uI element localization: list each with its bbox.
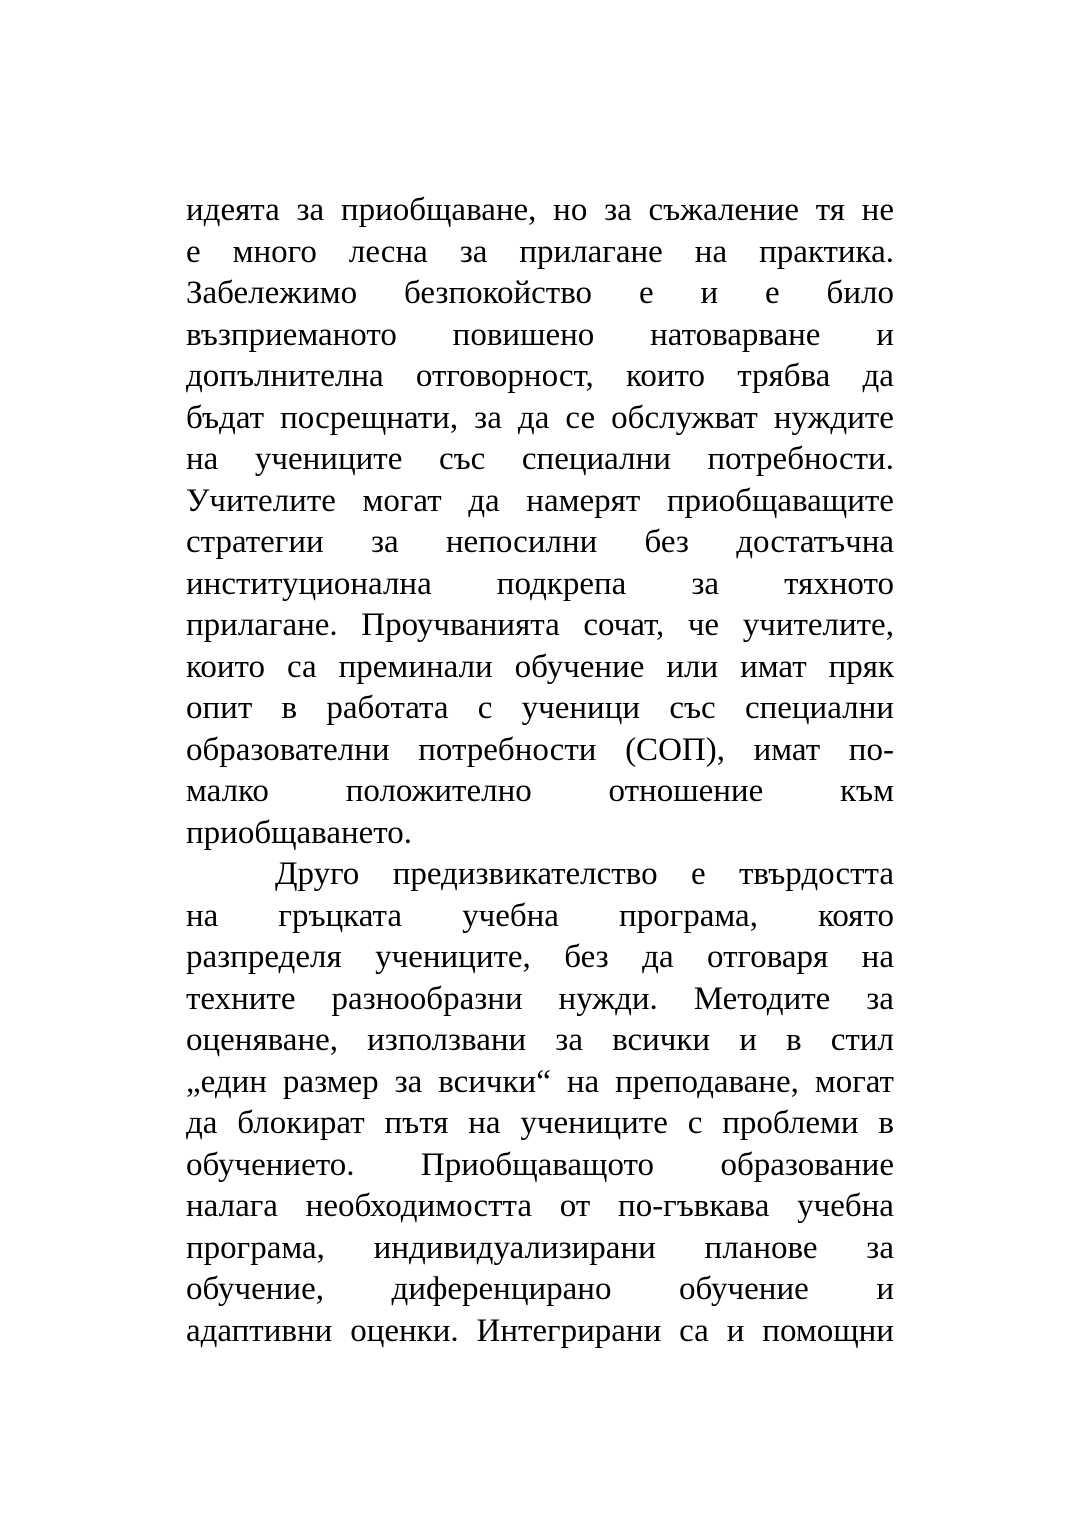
word: по- <box>848 731 894 768</box>
word: и <box>876 1271 894 1307</box>
word: в <box>878 1105 894 1141</box>
word: за <box>866 1229 894 1266</box>
word: и <box>876 316 894 353</box>
text-line <box>186 896 894 938</box>
word: учителите, <box>742 607 894 643</box>
text-line <box>186 605 894 647</box>
word: адаптивни <box>186 1312 333 1349</box>
word: положително <box>345 773 532 809</box>
word: пряк <box>828 648 894 685</box>
word: образование <box>720 1146 894 1183</box>
word: предизвикателство <box>392 856 658 892</box>
word: да <box>468 482 500 519</box>
word: твърдостта <box>739 856 894 892</box>
word: обслужват <box>611 399 758 436</box>
word: достатъчна <box>736 524 894 560</box>
word: ученици <box>521 690 641 726</box>
text-line <box>186 771 894 813</box>
word: са <box>286 648 317 685</box>
word: да <box>186 1105 218 1141</box>
text-line <box>186 688 894 730</box>
word: налага <box>186 1188 278 1224</box>
word: Забележимо <box>186 275 358 311</box>
word: на <box>186 897 219 934</box>
word: с <box>477 690 493 726</box>
word: в <box>786 1022 802 1058</box>
word: не <box>861 192 894 228</box>
text-line <box>186 232 894 274</box>
word: безпокойство <box>404 275 593 311</box>
word: отговаря <box>707 939 829 975</box>
word: да <box>517 399 550 436</box>
word: на <box>861 939 894 975</box>
word: за <box>459 233 488 270</box>
paragraph <box>186 854 894 1352</box>
word: с <box>687 1105 703 1141</box>
word: учебна <box>462 897 559 934</box>
word: нуждите <box>773 399 894 436</box>
word: е <box>638 275 654 311</box>
word: са <box>679 1312 709 1349</box>
word: намерят <box>526 482 641 519</box>
word: всички“ <box>438 1063 551 1100</box>
word: за <box>394 1063 423 1100</box>
word: учениците, <box>375 939 531 975</box>
word: непосилни <box>445 524 598 560</box>
word: е <box>690 856 706 892</box>
word: подкрепа <box>496 565 627 602</box>
text-line <box>186 979 894 1021</box>
word: по-гъвкава <box>618 1188 770 1224</box>
word: специални <box>744 690 894 726</box>
word: (СОП), <box>625 731 725 768</box>
text-line <box>186 1145 894 1187</box>
word: могат <box>814 1063 894 1100</box>
word: обучение <box>679 1271 809 1307</box>
word: индивидуализирани <box>373 1229 656 1266</box>
text-line <box>186 1311 894 1353</box>
word: Проучванията <box>361 607 560 643</box>
word: на <box>186 441 219 477</box>
word: да <box>642 939 674 975</box>
body-text <box>186 190 894 1352</box>
word: оценки. <box>350 1312 459 1349</box>
word: приобщаващите <box>666 482 894 519</box>
word: че <box>687 607 720 643</box>
word: работата <box>326 690 449 726</box>
word: използвани <box>367 1022 527 1058</box>
word: за <box>474 399 502 436</box>
word: е <box>186 233 201 270</box>
text-line <box>186 439 894 481</box>
word: стил <box>830 1022 894 1058</box>
word: помощни <box>762 1312 894 1349</box>
word: опит <box>186 690 253 726</box>
word: в <box>281 690 298 726</box>
word: програма, <box>186 1229 325 1266</box>
word: на <box>694 233 728 270</box>
text-line <box>186 1103 894 1145</box>
text-line <box>186 647 894 689</box>
word: повишено <box>452 316 595 353</box>
word: специални <box>521 441 671 477</box>
word: но <box>553 192 588 228</box>
word: със <box>669 690 716 726</box>
word: приобщаване, <box>340 192 537 228</box>
word: за <box>370 524 399 560</box>
word: идеята <box>186 192 280 228</box>
word: учениците <box>254 441 403 477</box>
word: сочат, <box>583 607 665 643</box>
word: която <box>818 897 894 934</box>
word: лесна <box>348 233 428 270</box>
word: бъдат <box>186 399 265 436</box>
word: натоварване <box>650 316 821 353</box>
paragraph <box>186 190 894 854</box>
word: практика. <box>759 233 894 270</box>
word: от <box>559 1188 591 1224</box>
word: преминали <box>338 648 493 685</box>
word: учебна <box>797 1188 894 1224</box>
word: Учителите <box>186 482 336 519</box>
word: за <box>604 192 632 228</box>
word: да <box>862 358 894 394</box>
word: техните <box>186 980 296 1017</box>
text-line <box>186 1269 894 1311</box>
text-line <box>186 356 894 398</box>
word: или <box>666 648 719 685</box>
word: допълнителна <box>186 358 384 394</box>
text-line <box>186 522 894 564</box>
word: Методите <box>693 980 831 1017</box>
word: обучението. <box>186 1146 355 1183</box>
text-line <box>186 1062 894 1104</box>
word: проблеми <box>722 1105 859 1141</box>
text-line <box>186 398 894 440</box>
word: тяхното <box>784 565 894 602</box>
text-line <box>186 937 894 979</box>
word: възприеманото <box>186 316 397 353</box>
word: малко <box>186 773 269 809</box>
word: за <box>866 980 894 1017</box>
text-line <box>186 273 894 315</box>
text-line <box>186 854 894 896</box>
word: образователни <box>186 731 390 768</box>
word: и <box>739 1022 757 1058</box>
word: тя <box>815 192 845 228</box>
word: било <box>826 275 894 311</box>
text-line <box>186 1020 894 1062</box>
word: диференцирано <box>391 1271 612 1307</box>
word: оценяване, <box>186 1022 338 1058</box>
word: отношение <box>608 773 764 809</box>
word: и <box>700 275 719 311</box>
word: могат <box>362 482 442 519</box>
word: преподаване, <box>615 1063 799 1100</box>
word: прилагане <box>519 233 663 270</box>
word: програма, <box>619 897 758 934</box>
text-line <box>186 190 894 232</box>
word: и <box>726 1312 745 1349</box>
word: гръцката <box>278 897 402 934</box>
word: за <box>691 565 720 602</box>
word: прилагане. <box>186 607 338 643</box>
word: имат <box>753 731 821 768</box>
word: се <box>565 399 596 436</box>
word: без <box>564 939 609 975</box>
word: обучение <box>514 648 645 685</box>
word: е <box>765 275 780 311</box>
text-line <box>186 315 894 357</box>
word: всички <box>612 1022 711 1058</box>
word: планове <box>704 1229 818 1266</box>
word: пътя <box>384 1105 449 1141</box>
word: потребности. <box>707 441 894 477</box>
word: обучение, <box>186 1271 324 1307</box>
word: блокират <box>237 1105 365 1141</box>
word: Интегрирани <box>476 1312 662 1349</box>
word: необходимостта <box>305 1188 532 1224</box>
word: без <box>644 524 689 560</box>
word: много <box>232 233 317 270</box>
word: към <box>840 773 894 809</box>
word: Друго <box>275 856 360 892</box>
word: имат <box>740 648 807 685</box>
word: за <box>296 192 325 228</box>
word: стратегии <box>186 524 324 560</box>
word: които <box>625 358 705 394</box>
word: учениците <box>520 1105 668 1141</box>
text-line <box>186 564 894 606</box>
text-line: приобщаването. <box>186 814 413 851</box>
word: на <box>566 1063 600 1100</box>
text-line <box>186 481 894 523</box>
word: „един <box>186 1063 267 1100</box>
word: Приобщаващото <box>420 1146 655 1183</box>
word: със <box>438 441 486 477</box>
word: съжаление <box>648 192 800 228</box>
word: на <box>468 1105 501 1141</box>
word: разпределя <box>186 939 342 975</box>
word: нужди. <box>558 980 658 1017</box>
word: разнообразни <box>331 980 523 1017</box>
word: потребности <box>418 731 597 768</box>
word: отговорност, <box>415 358 594 394</box>
text-line <box>186 1186 894 1228</box>
word: които <box>186 648 266 685</box>
text-line <box>186 1228 894 1270</box>
word: институционална <box>186 565 432 602</box>
text-line <box>186 730 894 772</box>
word: размер <box>282 1063 379 1100</box>
word: посрещнати, <box>280 399 459 436</box>
word: трябва <box>737 358 831 394</box>
word: за <box>555 1022 583 1058</box>
